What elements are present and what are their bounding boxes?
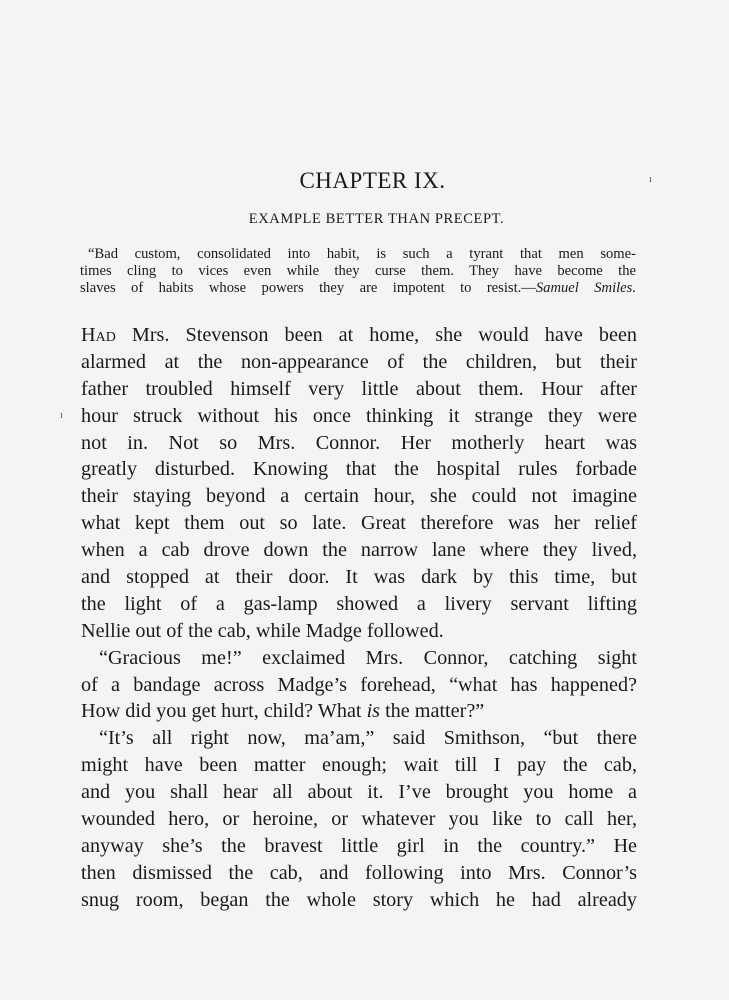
margin-speck: ı xyxy=(60,410,63,421)
body-line: of a bandage across Madge’s forehead, “what has happened? xyxy=(81,673,637,696)
body-line: the light of a gas-lamp showed a livery servant lifting xyxy=(81,592,637,615)
body-line: hour struck without his once thinking it strange they were xyxy=(81,404,637,427)
epigraph-line: times cling to vices even while they curse them. They have become the xyxy=(80,263,636,279)
body-line: might have been matter enough; wait till I pay the cab, xyxy=(81,754,637,777)
epigraph-attribution: Samuel Smiles. xyxy=(535,280,636,296)
margin-speck: ı xyxy=(649,174,652,185)
body-line: not in. Not so Mrs. Connor. Her motherly heart was xyxy=(81,431,637,454)
body-line: father troubled himself very little about them. Hour after xyxy=(81,377,637,400)
body-line-text: Mrs. Stevenson been at home, she would have been xyxy=(115,324,637,346)
body-line: wounded hero, or heroine, or whatever you like to call her, xyxy=(81,808,637,831)
body-line xyxy=(81,322,637,349)
epigraph-quote xyxy=(80,246,636,297)
body-line: anyway she’s the bravest little girl in the country.” He xyxy=(81,834,637,857)
body-line-text: How did you get hurt, child? What xyxy=(81,700,367,723)
body-line: their staying beyond a certain hour, she could not imagine xyxy=(81,485,637,508)
body-line: when a cab drove down the narrow lane where they lived, xyxy=(81,539,637,562)
body-line xyxy=(81,698,637,725)
body-line: snug room, began the whole story which he had already xyxy=(81,888,637,911)
body-line-text: the matter?” xyxy=(380,700,485,723)
body-line: what kept them out so late. Great therefore was her relief xyxy=(81,512,637,535)
body-line: “It’s all right now, ma’am,” said Smithson, “but there xyxy=(99,727,637,750)
body-line: greatly disturbed. Knowing that the hospital rules forbade xyxy=(81,458,637,481)
chapter-subtitle: EXAMPLE BETTER THAN PRECEPT. xyxy=(248,211,505,227)
epigraph-line xyxy=(80,280,636,297)
body-line: Nellie out of the cab, while Madge followed. xyxy=(81,619,444,642)
body-line: and stopped at their door. It was dark by this time, but xyxy=(81,566,637,589)
drop-lead-word: Had xyxy=(81,324,116,346)
body-line: “Gracious me!” exclaimed Mrs. Connor, catching sight xyxy=(99,646,637,669)
epigraph-line: “Bad custom, consolidated into habit, is such a tyrant that men some- xyxy=(88,246,636,262)
epigraph-line-text: slaves of habits whose powers they are impotent to resist.— xyxy=(80,280,536,296)
body-line: then dismissed the cab, and following into Mrs. Connor’s xyxy=(81,861,637,884)
emphasis-word: is xyxy=(366,700,381,723)
body-line: alarmed at the non-appearance of the children, but their xyxy=(81,350,637,373)
body-line: and you shall hear all about it. I’ve brought you home a xyxy=(81,781,637,804)
body-text xyxy=(81,322,637,914)
chapter-title: CHAPTER IX. xyxy=(299,168,446,193)
